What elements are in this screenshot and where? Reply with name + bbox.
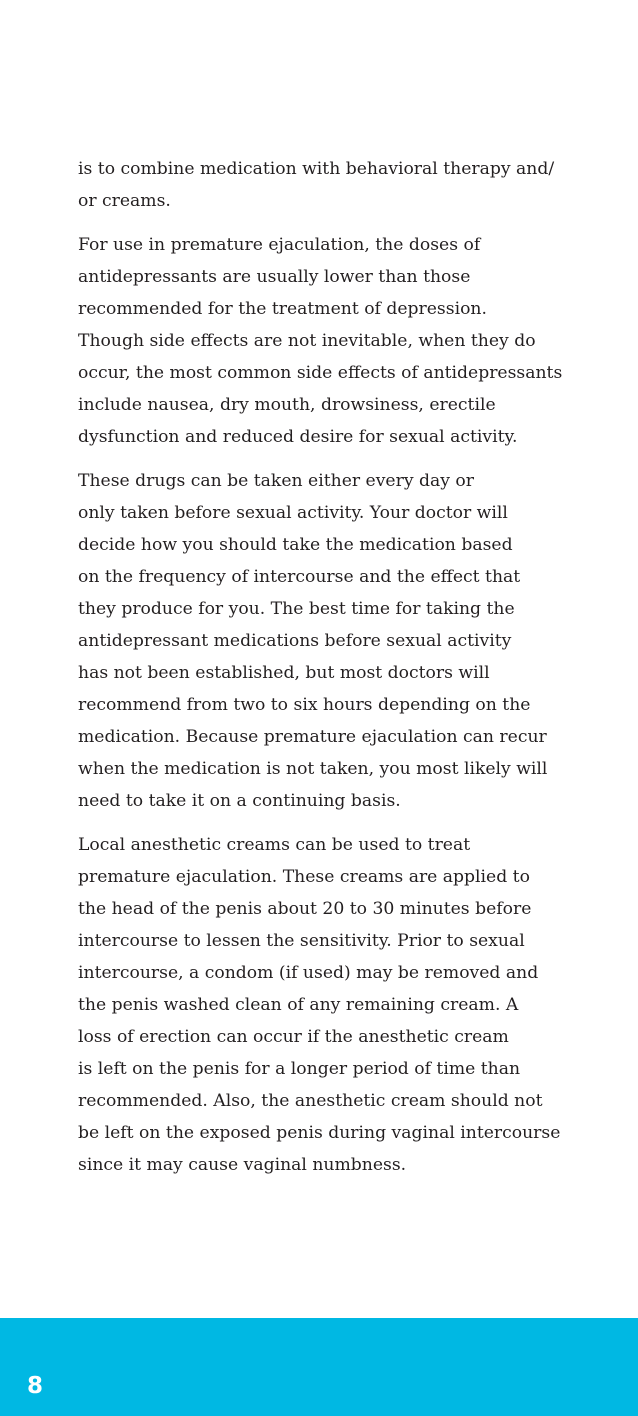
text-line: recommended. Also, the anesthetic cream should not	[78, 1091, 543, 1111]
footer-band	[0, 1318, 638, 1416]
text-line: medication. Because premature ejaculation can recur	[78, 727, 547, 747]
paragraph-antidepressant-doses	[78, 229, 598, 453]
text-line: occur, the most common side effects of antidepressants	[78, 363, 563, 383]
text-line: they produce for you. The best time for taking the	[78, 599, 515, 619]
text-line: on the frequency of intercourse and the effect that	[78, 567, 521, 587]
text-line: intercourse to lessen the sensitivity. Prior to sexual	[78, 931, 525, 951]
paragraph-anesthetic-creams	[78, 829, 598, 1181]
text-line: antidepressant medications before sexual activity	[78, 631, 512, 651]
text-line: For use in premature ejaculation, the doses of	[78, 235, 481, 255]
text-line: antidepressants are usually lower than those	[78, 267, 471, 287]
text-line: only taken before sexual activity. Your doctor will	[78, 503, 508, 523]
text-line: loss of erection can occur if the anesthetic cream	[78, 1027, 509, 1047]
text-line: is to combine medication with behavioral therapy and/	[78, 159, 555, 179]
text-line: These drugs can be taken either every day or	[78, 471, 474, 491]
paragraph-medication-combination	[78, 153, 598, 217]
text-line: when the medication is not taken, you most likely will	[78, 759, 548, 779]
text-line: Though side effects are not inevitable, when they do	[78, 331, 536, 351]
text-line: premature ejaculation. These creams are applied to	[78, 867, 530, 887]
text-line: recommend from two to six hours depending on the	[78, 695, 531, 715]
text-line: Local anesthetic creams can be used to treat	[78, 835, 471, 855]
text-line: the penis washed clean of any remaining cream. A	[78, 995, 519, 1015]
text-line: be left on the exposed penis during vaginal intercourse	[78, 1123, 561, 1143]
text-line: intercourse, a condom (if used) may be removed and	[78, 963, 539, 983]
page-body	[78, 153, 598, 1193]
page-number: 8	[27, 1373, 44, 1399]
text-line: recommended for the treatment of depression.	[78, 299, 487, 319]
text-line: is left on the penis for a longer period of time than	[78, 1059, 521, 1079]
text-line: the head of the penis about 20 to 30 minutes before	[78, 899, 532, 919]
text-line: dysfunction and reduced desire for sexual activity.	[78, 427, 518, 447]
text-line: since it may cause vaginal numbness.	[78, 1155, 407, 1175]
paragraph-dosing-schedule	[78, 465, 598, 817]
text-line: need to take it on a continuing basis.	[78, 791, 401, 811]
text-line: has not been established, but most doctors will	[78, 663, 490, 683]
text-line: include nausea, dry mouth, drowsiness, erectile	[78, 395, 496, 415]
text-line: decide how you should take the medication based	[78, 535, 513, 555]
text-line: or creams.	[78, 191, 171, 211]
